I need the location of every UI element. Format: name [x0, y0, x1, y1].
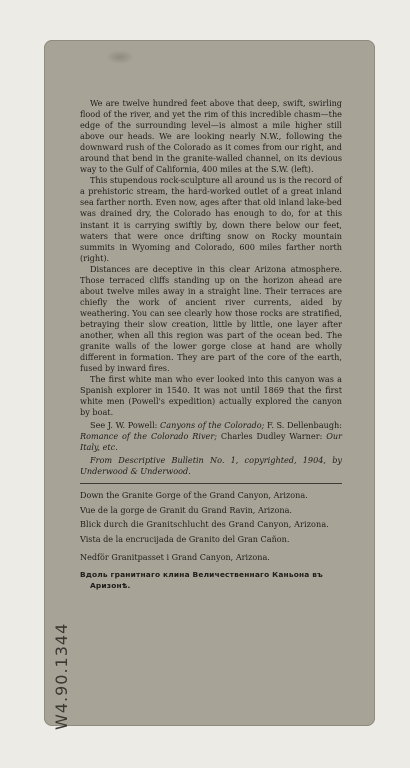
copyright-source: From Descriptive Bulletin No. 1, copyrighted, 1904, by Underwood & Underwood.: [80, 455, 342, 477]
warner-title: Our Italy, etc.: [80, 431, 342, 453]
stereograph-card-back: [44, 40, 375, 730]
caption-swedish: Nedför Granitpasset i Grand Canyon, Arizona.: [80, 551, 270, 562]
caption-list: [80, 490, 342, 591]
references: [80, 420, 342, 453]
caption-english: Down the Granite Gorge of the Grand Canyon, Arizona.: [80, 490, 308, 501]
dellenbaugh-author: F. S. Dellenbaugh:: [264, 420, 342, 431]
paragraph-2: This stupendous rock-sculpture all around us is the record of a prehistoric stream, the hard-worked outlet of a great inland sea farther north. Even now, ages after that old inland lake-bed was drained dry, the Colorado has enough to do, for at this instant it is carrying swiftly by, down there below our feet, waters that were once drifting snow on Rocky mountain summits in Wyoming and Colorado, 600 miles farther north (right).: [80, 175, 342, 263]
paragraph-1: We are twelve hundred feet above that deep, swift, swirling flood of the river, and yet the rim of this incredible chasm—the edge of the surrounding level—is almost a mile higher still above our heads. We are looking nearly N.W., following the downward rush of the Colorado as it comes from our right, and around that bend in the granite-walled channel, on its devious way to the Gulf of California, 400 miles at the S.W. (left).: [80, 98, 342, 175]
caption-german: Blick durch die Granitschlucht des Grand Canyon, Arizona.: [80, 519, 329, 530]
warner-author: Charles Dudley Warner:: [217, 431, 327, 442]
caption-russian: Вдоль гранитнаго клина Величественнаго Каньона въ Аризонѣ.: [80, 570, 323, 590]
powell-title: Canyons of the Colorado;: [160, 420, 265, 431]
description-text: [80, 98, 342, 595]
dellenbaugh-title: Romance of the Colorado River;: [80, 431, 217, 442]
see-prefix: See J. W. Powell:: [90, 420, 161, 431]
paragraph-4: The first white man who ever looked into this canyon was a Spanish explorer in 1540. It was not until 1869 that the first white men (Powell's expedition) actually explored the canyon by boat.: [80, 374, 342, 418]
paragraph-3: Distances are deceptive in this clear Arizona atmosphere. Those terraced cliffs standing up on the horizon ahead are about twelve miles away in a straight line. Their terraces are chiefly the work of ancient river currents, aided by weathering. You can see clearly how those rocks are stratified, betraying their slow creation, little by little, one layer after another, when all this region was part of the ocean bed. The granite walls of the lower gorge close at hand are wholly different in formation. They are part of the core of the earth, fused by inward fires.: [80, 263, 342, 374]
caption-spanish: Vista de la encrucijada de Granito del Gran Cañon.: [80, 533, 290, 544]
caption-french: Vue de la gorge de Granit du Grand Ravin, Arizona.: [80, 504, 292, 515]
inventory-number-text: W4.90.1344: [52, 622, 71, 730]
divider-rule: [80, 483, 342, 484]
smudge-mark: [106, 50, 134, 64]
inventory-number: [44, 622, 104, 762]
